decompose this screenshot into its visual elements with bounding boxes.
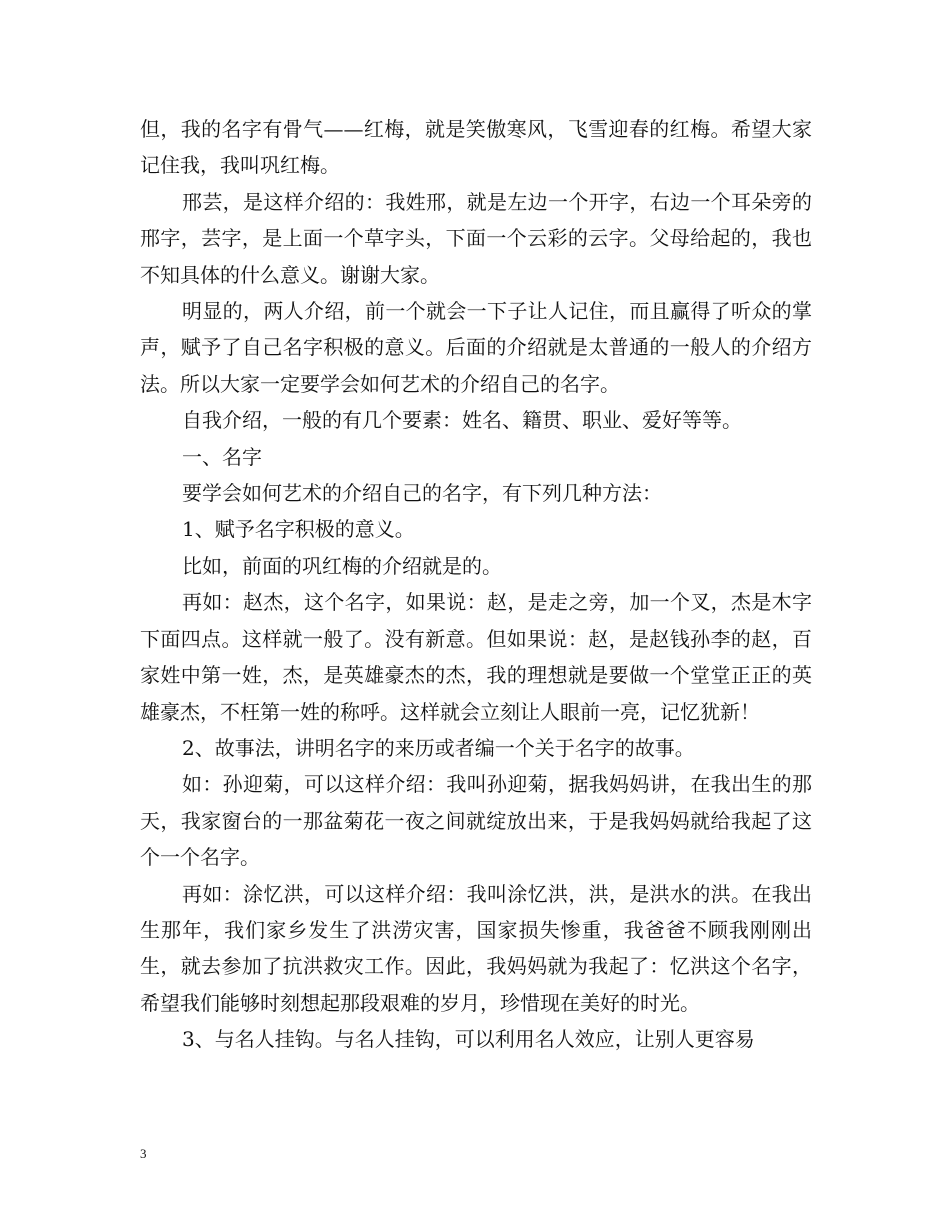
paragraph: 但，我的名字有骨气——红梅，就是笑傲寒风，飞雪迎春的红梅。希望大家记住我，我叫巩红梅。 xyxy=(140,117,812,178)
paragraph: 明显的，两人介绍，前一个就会一下子让人记住，而且赢得了听众的掌声，赋予了自己名字积极的意义。后面的介绍就是太普通的一般人的介绍方法。所以大家一定要学会如何艺术的介绍自己的名字。 xyxy=(140,299,812,396)
paragraph: 再如：涂忆洪，可以这样介绍：我叫涂忆洪，洪，是洪水的洪。在我出生那年，我们家乡发生了洪涝灾害，国家损失惨重，我爸爸不顾我刚刚出生，就去参加了抗洪救灾工作。因此，我妈妈就为我起了：忆洪这个名字，希望我们能够时刻想起那段艰难的岁月，珍惜现在美好的时光。 xyxy=(140,881,812,1015)
paragraph: 如：孙迎菊，可以这样介绍：我叫孙迎菊，据我妈妈讲，在我出生的那天，我家窗台的一那盆菊花一夜之间就绽放出来，于是我妈妈就给我起了这个一个名字。 xyxy=(140,772,812,870)
document-body xyxy=(140,111,812,1058)
paragraph: 比如，前面的巩红梅的介绍就是的。 xyxy=(182,553,502,578)
paragraph: 一、名字 xyxy=(182,444,262,469)
page-number: 3 xyxy=(140,1146,147,1161)
paragraph: 1、赋予名字积极的意义。 xyxy=(182,517,415,542)
paragraph: 3、与名人挂钩。与名人挂钩，可以利用名人效应，让别人更容易 xyxy=(182,1027,755,1052)
paragraph: 自我介绍，一般的有几个要素：姓名、籍贯、职业、爱好等等。 xyxy=(182,408,742,433)
paragraph: 2、故事法，讲明名字的来历或者编一个关于名字的故事。 xyxy=(182,735,695,760)
paragraph: 再如：赵杰，这个名字，如果说：赵，是走之旁，加一个叉，杰是木字下面四点。这样就一般了。没有新意。但如果说：赵，是赵钱孙李的赵，百家姓中第一姓，杰，是英雄豪杰的杰，我的理想就是要做一个堂堂正正的英雄豪杰，不枉第一姓的称呼。这样就会立刻让人眼前一亮，记忆犹新！ xyxy=(140,590,812,724)
paragraph: 要学会如何艺术的介绍自己的名字，有下列几种方法： xyxy=(182,481,662,506)
paragraph: 邢芸，是这样介绍的：我姓邢，就是左边一个开字，右边一个耳朵旁的邢字，芸字，是上面一个草字头，下面一个云彩的云字。父母给起的，我也不知具体的什么意义。谢谢大家。 xyxy=(140,189,812,287)
